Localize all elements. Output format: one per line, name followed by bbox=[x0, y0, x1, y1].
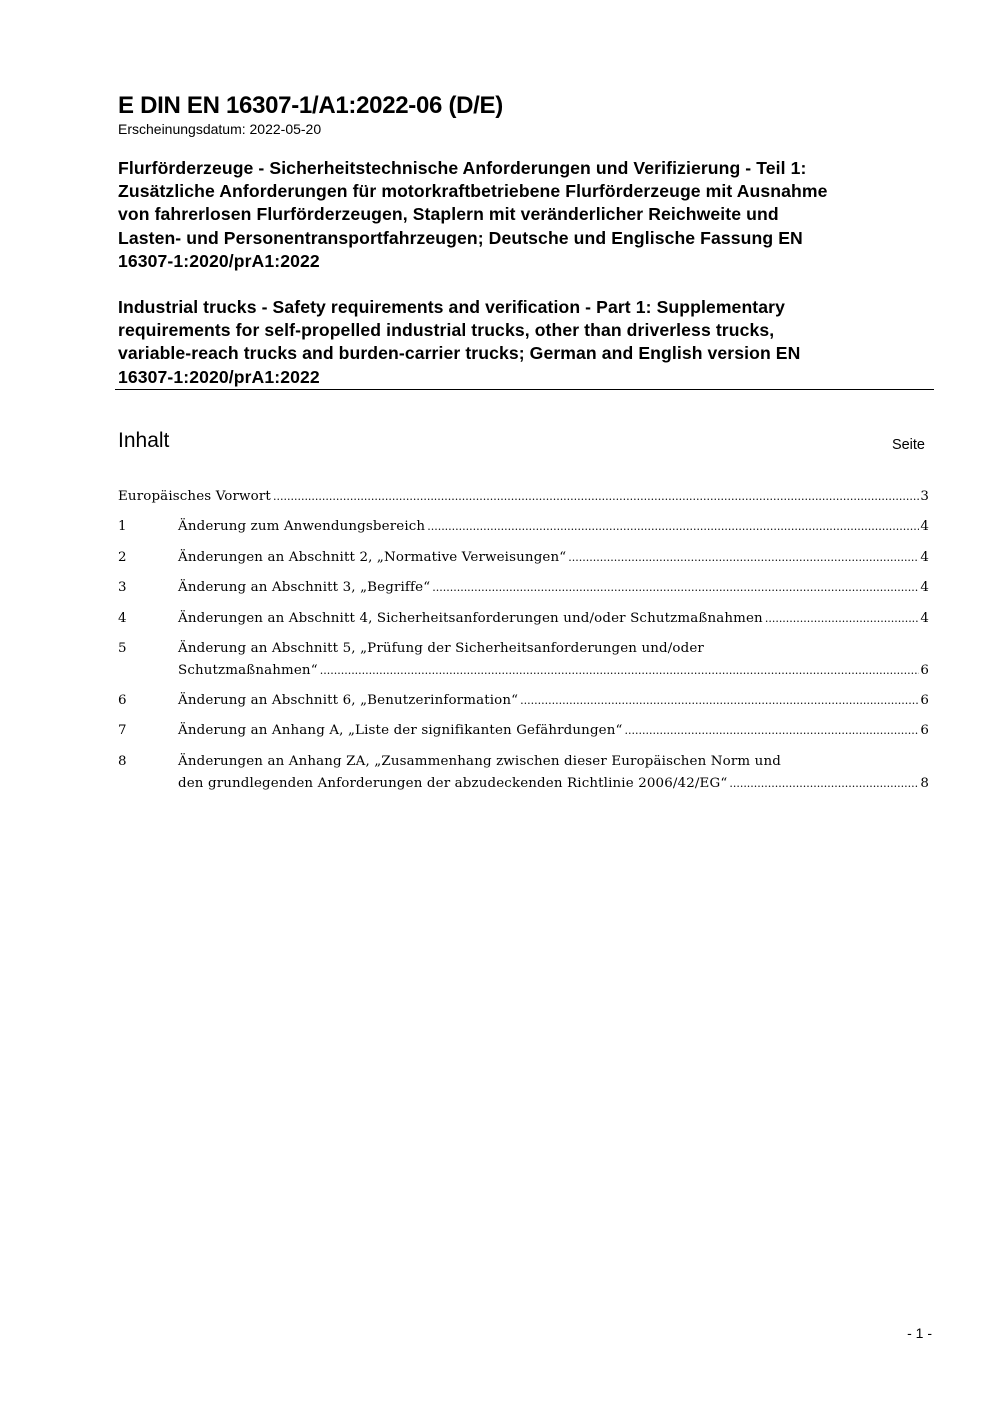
toc-entry[interactable] bbox=[118, 608, 929, 630]
title-german-line: 16307-1:2020/prA1:2022 bbox=[118, 250, 320, 271]
toc-page-label: Seite bbox=[891, 437, 925, 453]
toc-entry-line bbox=[118, 547, 929, 569]
toc-entry-number: 6 bbox=[118, 693, 127, 708]
toc-entry-page: 4 bbox=[920, 550, 929, 565]
toc-entry-number: 2 bbox=[118, 550, 127, 565]
title-english-line: variable-reach trucks and burden-carrier trucks; German and English version EN bbox=[118, 343, 801, 364]
title-english bbox=[118, 296, 933, 389]
title-german bbox=[118, 157, 933, 273]
title-english-line: requirements for self-propelled industrial trucks, other than driverless trucks, bbox=[118, 320, 775, 341]
document-id: E DIN EN 16307-1/A1:2022-06 (D/E) bbox=[118, 92, 503, 119]
toc-entry-number: 5 bbox=[118, 641, 127, 656]
toc-entry-number: 7 bbox=[118, 723, 127, 738]
page-number: - 1 - bbox=[907, 1325, 932, 1341]
title-english-line: 16307-1:2020/prA1:2022 bbox=[118, 366, 320, 387]
toc-entry-page: 6 bbox=[920, 723, 929, 738]
toc-dot-leader bbox=[432, 577, 919, 599]
toc-entry-page: 4 bbox=[920, 611, 929, 626]
publication-date: Erscheinungsdatum: 2022-05-20 bbox=[118, 121, 322, 137]
toc-entry-title: Änderung an Abschnitt 6, „Benutzerinformation“ bbox=[178, 693, 519, 708]
toc-entry-line bbox=[118, 577, 929, 599]
toc-entry[interactable] bbox=[118, 516, 929, 538]
toc-entry-page: 3 bbox=[920, 489, 929, 504]
toc-entry-number: 1 bbox=[118, 519, 127, 534]
toc-entry[interactable] bbox=[118, 486, 929, 508]
toc-heading: Inhalt bbox=[118, 429, 170, 452]
toc-entry-title-continued: den grundlegenden Anforderungen der abzudeckenden Richtlinie 2006/42/EG“ bbox=[178, 775, 728, 791]
toc-entry-line bbox=[118, 690, 929, 712]
title-english-line: Industrial trucks - Safety requirements and verification - Part 1: Supplementary bbox=[118, 297, 785, 317]
toc-entry-number: 8 bbox=[118, 754, 127, 769]
toc-entry-number: 4 bbox=[118, 611, 127, 626]
title-divider bbox=[115, 389, 934, 390]
toc-entry[interactable] bbox=[118, 690, 929, 712]
toc-dot-leader bbox=[520, 690, 919, 712]
toc-entry-page: 4 bbox=[920, 519, 929, 534]
title-german-line: von fahrerlosen Flurförderzeugen, Staplern mit veränderlicher Reichweite und bbox=[118, 204, 779, 225]
toc-entry-line bbox=[118, 486, 929, 508]
toc-entry-line bbox=[118, 773, 929, 795]
toc-entry-line bbox=[118, 608, 929, 630]
toc-dot-leader bbox=[568, 547, 919, 569]
toc-dot-leader bbox=[729, 773, 919, 795]
title-german-line: Lasten- und Personentransportfahrzeugen; Deutsche und Englische Fassung EN bbox=[118, 227, 803, 248]
toc-entry[interactable] bbox=[118, 751, 929, 794]
toc-entry-title: Änderungen an Abschnitt 2, „Normative Verweisungen“ bbox=[178, 550, 567, 565]
toc-dot-leader bbox=[320, 660, 920, 682]
toc-dot-leader bbox=[273, 486, 919, 508]
toc-entry-line bbox=[118, 660, 929, 682]
toc-entry-page: 6 bbox=[920, 662, 929, 678]
toc-dot-leader bbox=[625, 720, 920, 742]
toc-entry-line bbox=[118, 516, 929, 538]
toc-entry[interactable] bbox=[118, 577, 929, 599]
toc-entry-title: Änderung an Abschnitt 3, „Begriffe“ bbox=[178, 580, 431, 595]
toc-entry[interactable] bbox=[118, 720, 929, 742]
toc-entry[interactable] bbox=[118, 638, 929, 681]
toc-entry-page: 6 bbox=[920, 693, 929, 708]
toc-entry-page: 8 bbox=[920, 775, 929, 791]
toc-entry-number: 3 bbox=[118, 580, 127, 595]
toc-entry-title-continued: Schutzmaßnahmen“ bbox=[178, 662, 318, 678]
title-german-line: Zusätzliche Anforderungen für motorkraftbetriebene Flurförderzeuge mit Ausnahme bbox=[118, 181, 828, 202]
toc-entry-line bbox=[118, 751, 929, 773]
toc-entry-title: Änderungen an Abschnitt 4, Sicherheitsanforderungen und/oder Schutzmaßnahmen bbox=[178, 611, 763, 626]
toc-entry-title: Änderung an Anhang A, „Liste der signifikanten Gefährdungen“ bbox=[178, 723, 623, 738]
title-german-line: Flurförderzeuge - Sicherheitstechnische Anforderungen und Verifizierung - Teil 1: bbox=[118, 158, 807, 178]
toc-entry-page: 4 bbox=[920, 580, 929, 595]
toc-entry-title: Änderungen an Anhang ZA, „Zusammenhang zwischen dieser Europäischen Norm und bbox=[178, 754, 781, 769]
toc-entry[interactable] bbox=[118, 547, 929, 569]
toc-entry-title: Europäisches Vorwort bbox=[118, 489, 271, 504]
toc-dot-leader bbox=[427, 516, 919, 538]
toc-entry-title: Änderung zum Anwendungsbereich bbox=[178, 519, 426, 534]
toc-dot-leader bbox=[765, 608, 920, 630]
toc-entry-title: Änderung an Abschnitt 5, „Prüfung der Sicherheitsanforderungen und/oder bbox=[178, 641, 704, 656]
toc-entry-line bbox=[118, 720, 929, 742]
toc-entry-line bbox=[118, 638, 929, 660]
